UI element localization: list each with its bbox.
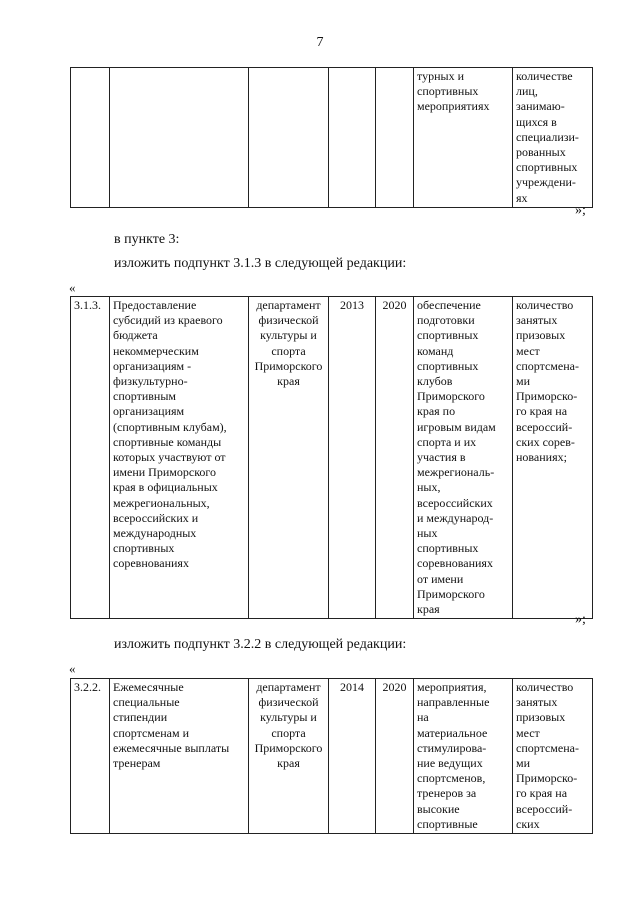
cell-number: 3.1.3. (71, 297, 110, 619)
cell-year-start (329, 68, 376, 208)
cell-goal: обеспечение подготовки спортивных команд спортивных клубов Приморского края по игровым видам спорта и их участия в межрегиональ- ных, всероссийских и международ- ных спортивных соревнованиях от имени Приморского края (414, 297, 513, 619)
cell-number (71, 68, 110, 208)
table-row (71, 679, 593, 834)
paragraph-item-3: в пункте 3: (114, 232, 180, 247)
cell-number: 3.2.2. (71, 679, 110, 834)
cell-department (249, 68, 329, 208)
closing-quote: »; (575, 203, 586, 218)
cell-description: Предоставление субсидий из краевого бюджета некоммерческим организациям - физкультурно- спортивным организациям (спортивным клубам), спортивные команды которых участвуют от имени Приморского края в официальных межрегиональных, всероссийских и международных спортивных соревнованиях (110, 297, 249, 619)
cell-department: департамент физической культуры и спорта Приморского края (249, 679, 329, 834)
cell-year-end (376, 68, 414, 208)
table-row-322 (70, 678, 593, 834)
table-row (71, 68, 593, 208)
opening-quote: « (69, 661, 76, 676)
opening-quote: « (69, 280, 76, 295)
table-continuation (70, 67, 593, 208)
cell-description (110, 68, 249, 208)
cell-year-end: 2020 (376, 297, 414, 619)
table-row (71, 297, 593, 619)
cell-description: Ежемесячные специальные стипендии спортсменам и ежемесячные выплаты тренерам (110, 679, 249, 834)
table-row-313 (70, 296, 593, 619)
cell-indicator: количестве лиц, занимаю- щихся в специализи- рованных спортивных учреждени- ях (513, 68, 593, 208)
paragraph-subitem-313: изложить подпункт 3.1.3 в следующей редакции: (114, 256, 407, 271)
cell-year-start: 2014 (329, 679, 376, 834)
cell-year-end: 2020 (376, 679, 414, 834)
cell-indicator: количество занятых призовых мест спортсмена- ми Приморско- го края на всероссий- ских сорев- нованиях; (513, 297, 593, 619)
page-number: 7 (316, 35, 324, 50)
cell-goal: турных и спортивных мероприятиях (414, 68, 513, 208)
paragraph-subitem-322: изложить подпункт 3.2.2 в следующей редакции: (114, 637, 407, 652)
closing-quote: »; (575, 612, 586, 627)
cell-department: департамент физической культуры и спорта Приморского края (249, 297, 329, 619)
cell-year-start: 2013 (329, 297, 376, 619)
cell-indicator: количество занятых призовых мест спортсмена- ми Приморско- го края на всероссий- ских (513, 679, 593, 834)
cell-goal: мероприятия, направленные на материальное стимулирова- ние ведущих спортсменов, тренеров за высокие спортивные (414, 679, 513, 834)
